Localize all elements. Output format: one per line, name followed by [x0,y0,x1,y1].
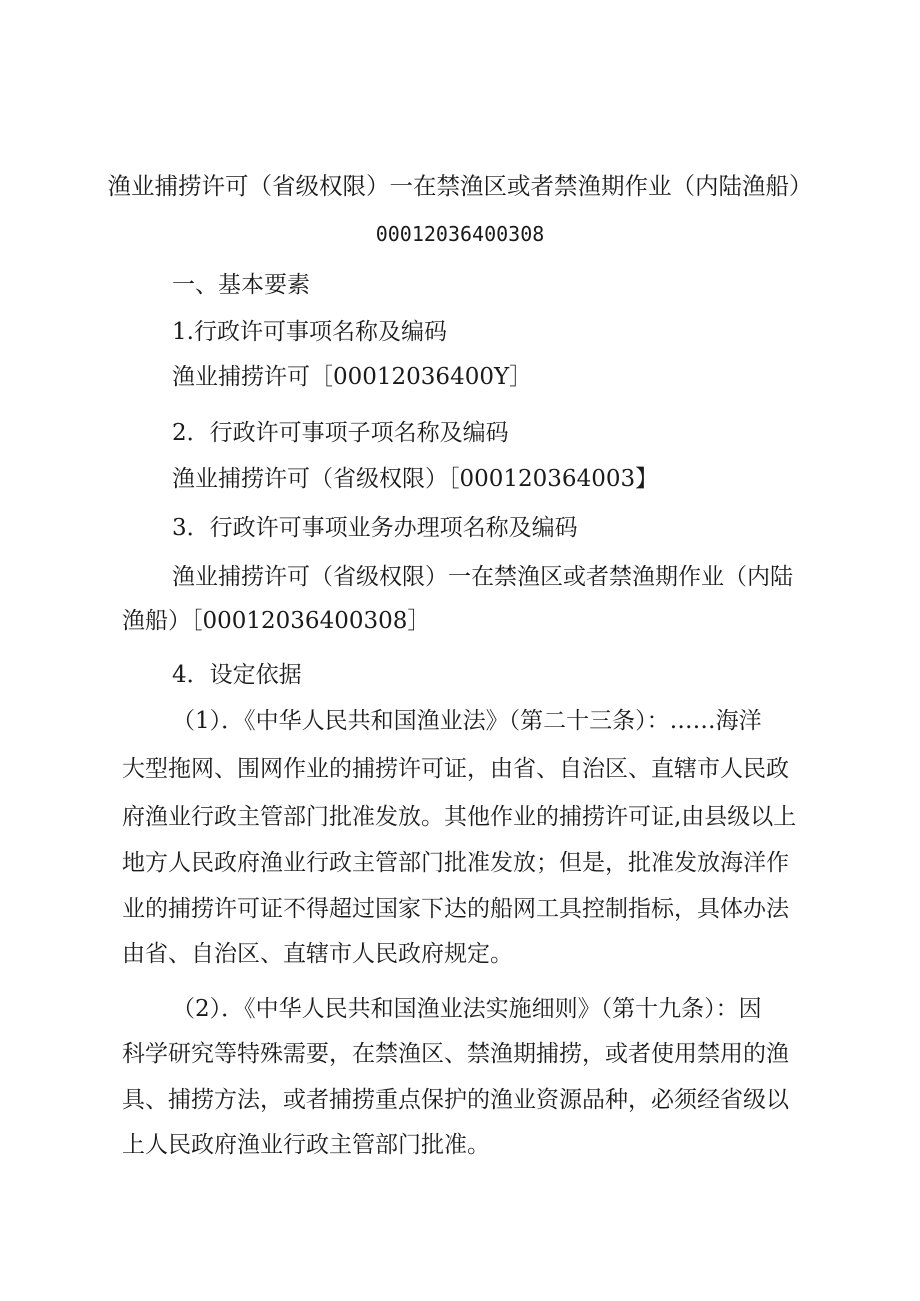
item2-heading: 2．行政许可事项子项名称及编码 [172,420,509,446]
document-title-line1: 渔业捕捞许可（省级权限）一在禁渔区或者禁渔期作业（内陆渔船） [107,172,813,200]
basis2-line: （2）．《中华人民共和国渔业法实施细则》（第十九条）：因 [172,996,762,1022]
basis2-line: 具、捕捞方法，或者捕捞重点保护的渔业资源品种，必须经省级以 [122,1087,789,1113]
basis1-line: 由省、自治区、直辖市人民政府规定。 [122,941,513,967]
item3-value-line1: 渔业捕捞许可（省级权限）一在禁渔区或者禁渔期作业（内陆 [172,564,793,590]
item3-heading: 3．行政许可事项业务办理项名称及编码 [172,515,578,541]
item1-heading: 1.行政许可事项名称及编码 [172,319,447,345]
basis2-line: 科学研究等特殊需要，在禁渔区、禁渔期捕捞，或者使用禁用的渔 [122,1041,789,1067]
item3-value-line2: 渔船）［00012036400308］ [122,608,431,634]
basis1-line: 大型拖网、围网作业的捕捞许可证，由省、自治区、直辖市人民政 [122,756,789,782]
basis1-line: （1）．《中华人民共和国渔业法》（第二十三条）：……海洋 [172,708,762,734]
item1-value: 渔业捕捞许可［00012036400Y］ [172,364,533,390]
basis1-line: 地方人民政府渔业行政主管部门批准发放；但是，批准发放海洋作 [122,850,789,876]
basis1-line: 业的捕捞许可证不得超过国家下达的船网工具控制指标，具体办法 [122,896,789,922]
basis2-line: 上人民政府渔业行政主管部门批准。 [122,1132,490,1158]
document-title-code: 00012036400308 [375,222,545,246]
section-heading-basic-elements: 一、基本要素 [172,272,310,298]
basis1-line: 府渔业行政主管部门批准发放。其他作业的捕捞许可证,由县级以上 [122,804,797,830]
item4-heading: 4．设定依据 [172,662,302,688]
item2-value: 渔业捕捞许可（省级权限）［000120364003】 [172,466,659,492]
